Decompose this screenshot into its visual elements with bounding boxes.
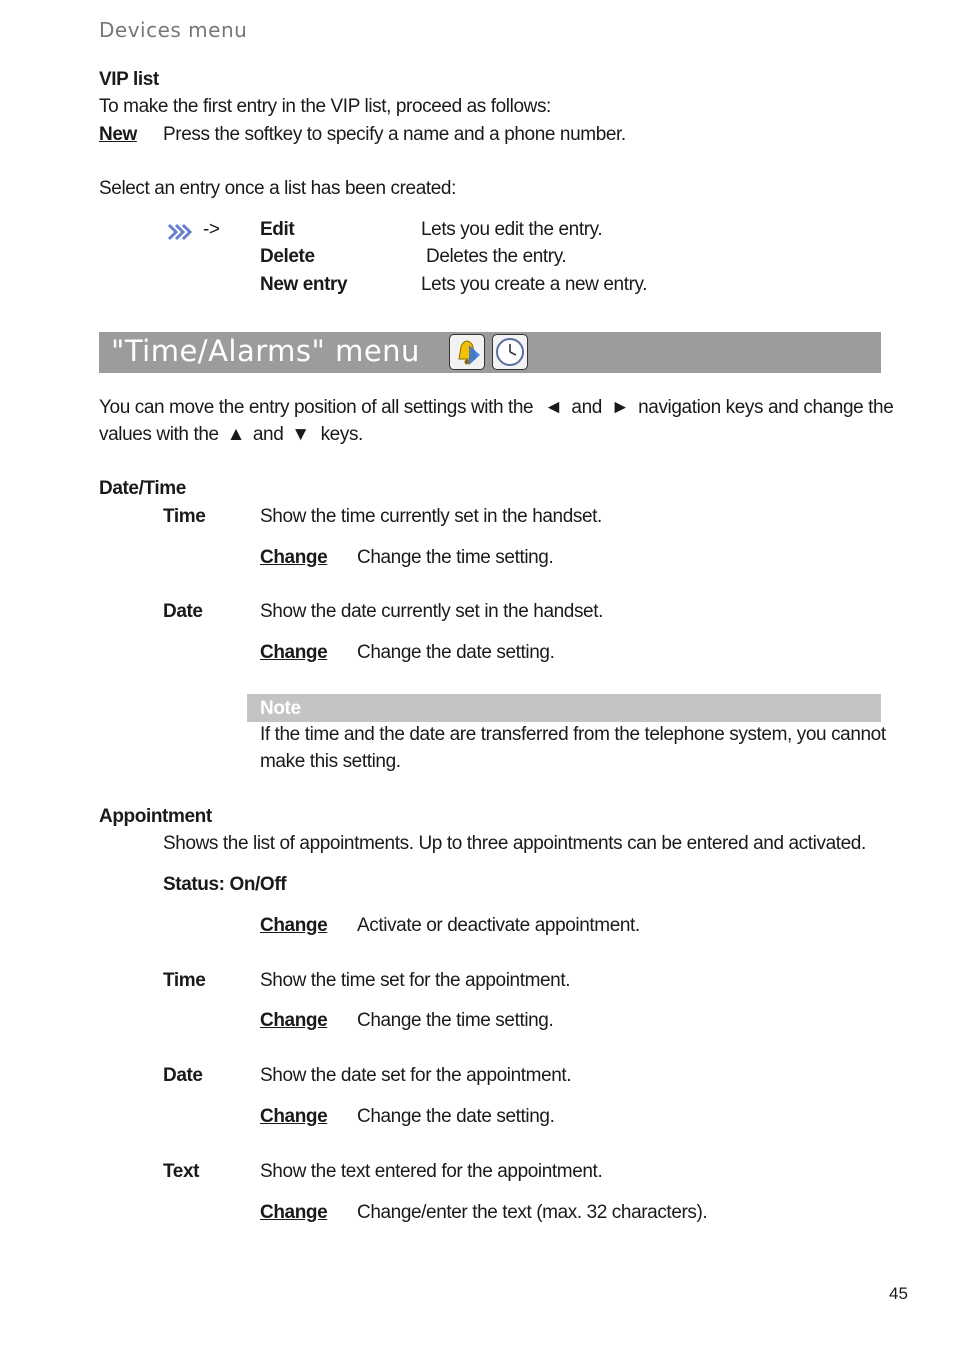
appointment-intro: Shows the list of appointments. Up to three appointments can be entered and activated. <box>163 833 866 854</box>
dt-time-desc: Show the time currently set in the handset. <box>260 506 602 527</box>
ap-time-desc: Show the time set for the appointment. <box>260 970 571 991</box>
vip-intro: To make the first entry in the VIP list, proceed as follows: <box>99 96 551 117</box>
right-key-icon: ► <box>610 397 630 418</box>
nav-line-2: values with the ▲ and ▼ keys. <box>99 424 363 445</box>
ap-time-change-desc: Change the time setting. <box>357 1010 554 1031</box>
ap-date-change-softkey[interactable]: Change <box>260 1106 328 1127</box>
dt-time-change-desc: Change the time setting. <box>357 547 554 568</box>
left-key-icon: ◄ <box>544 397 563 418</box>
ap-time-label: Time <box>163 970 206 991</box>
nav-line-1: You can move the entry position of all settings with the ◄ and ► navigation keys and change the <box>99 397 894 418</box>
dt-date-label: Date <box>163 601 203 622</box>
status-label: Status: On/Off <box>163 874 287 895</box>
note-line-1: If the time and the date are transferred from the telephone system, you cannot <box>260 724 886 745</box>
arrow-text: -> <box>203 219 220 240</box>
ap-time-change-softkey[interactable]: Change <box>260 1010 328 1031</box>
up-key-icon: ▲ <box>226 424 245 445</box>
clock-icon <box>492 334 528 370</box>
datetime-heading: Date/Time <box>99 478 186 499</box>
note-label: Note <box>260 698 301 719</box>
ap-date-desc: Show the date set for the appointment. <box>260 1065 572 1086</box>
note-line-2: make this setting. <box>260 751 401 772</box>
option-delete-desc: Deletes the entry. <box>426 246 567 267</box>
option-new-entry-desc: Lets you create a new entry. <box>421 274 648 295</box>
forward-icon <box>167 222 193 242</box>
section-title: "Time/Alarms" menu <box>111 334 420 368</box>
ap-text-label: Text <box>163 1161 200 1182</box>
page-number: 45 <box>889 1284 908 1303</box>
new-softkey[interactable]: New <box>99 124 137 145</box>
new-softkey-desc: Press the softkey to specify a name and a phone number. <box>163 124 626 145</box>
option-new-entry[interactable]: New entry <box>260 274 348 295</box>
option-delete[interactable]: Delete <box>260 246 315 267</box>
appointment-heading: Appointment <box>99 806 212 827</box>
ap-text-desc: Show the text entered for the appointment. <box>260 1161 603 1182</box>
ap-date-change-desc: Change the date setting. <box>357 1106 555 1127</box>
ap-text-change-softkey[interactable]: Change <box>260 1202 328 1223</box>
dt-date-desc: Show the date currently set in the handset. <box>260 601 603 622</box>
ap-text-change-desc: Change/enter the text (max. 32 characters). <box>357 1202 708 1223</box>
option-edit[interactable]: Edit <box>260 219 295 240</box>
dt-date-change-desc: Change the date setting. <box>357 642 555 663</box>
dt-time-change-softkey[interactable]: Change <box>260 547 328 568</box>
down-key-icon: ▼ <box>291 424 310 445</box>
ap-date-label: Date <box>163 1065 203 1086</box>
option-edit-desc: Lets you edit the entry. <box>421 219 603 240</box>
bell-icon <box>449 334 485 370</box>
note-bar <box>247 694 881 722</box>
status-change-desc: Activate or deactivate appointment. <box>357 915 640 936</box>
vip-select-text: Select an entry once a list has been created: <box>99 178 456 199</box>
dt-date-change-softkey[interactable]: Change <box>260 642 328 663</box>
section-title-band <box>99 332 881 373</box>
vip-heading: VIP list <box>99 69 159 90</box>
dt-time-label: Time <box>163 506 206 527</box>
running-header: Devices menu <box>99 18 248 42</box>
status-change-softkey[interactable]: Change <box>260 915 328 936</box>
